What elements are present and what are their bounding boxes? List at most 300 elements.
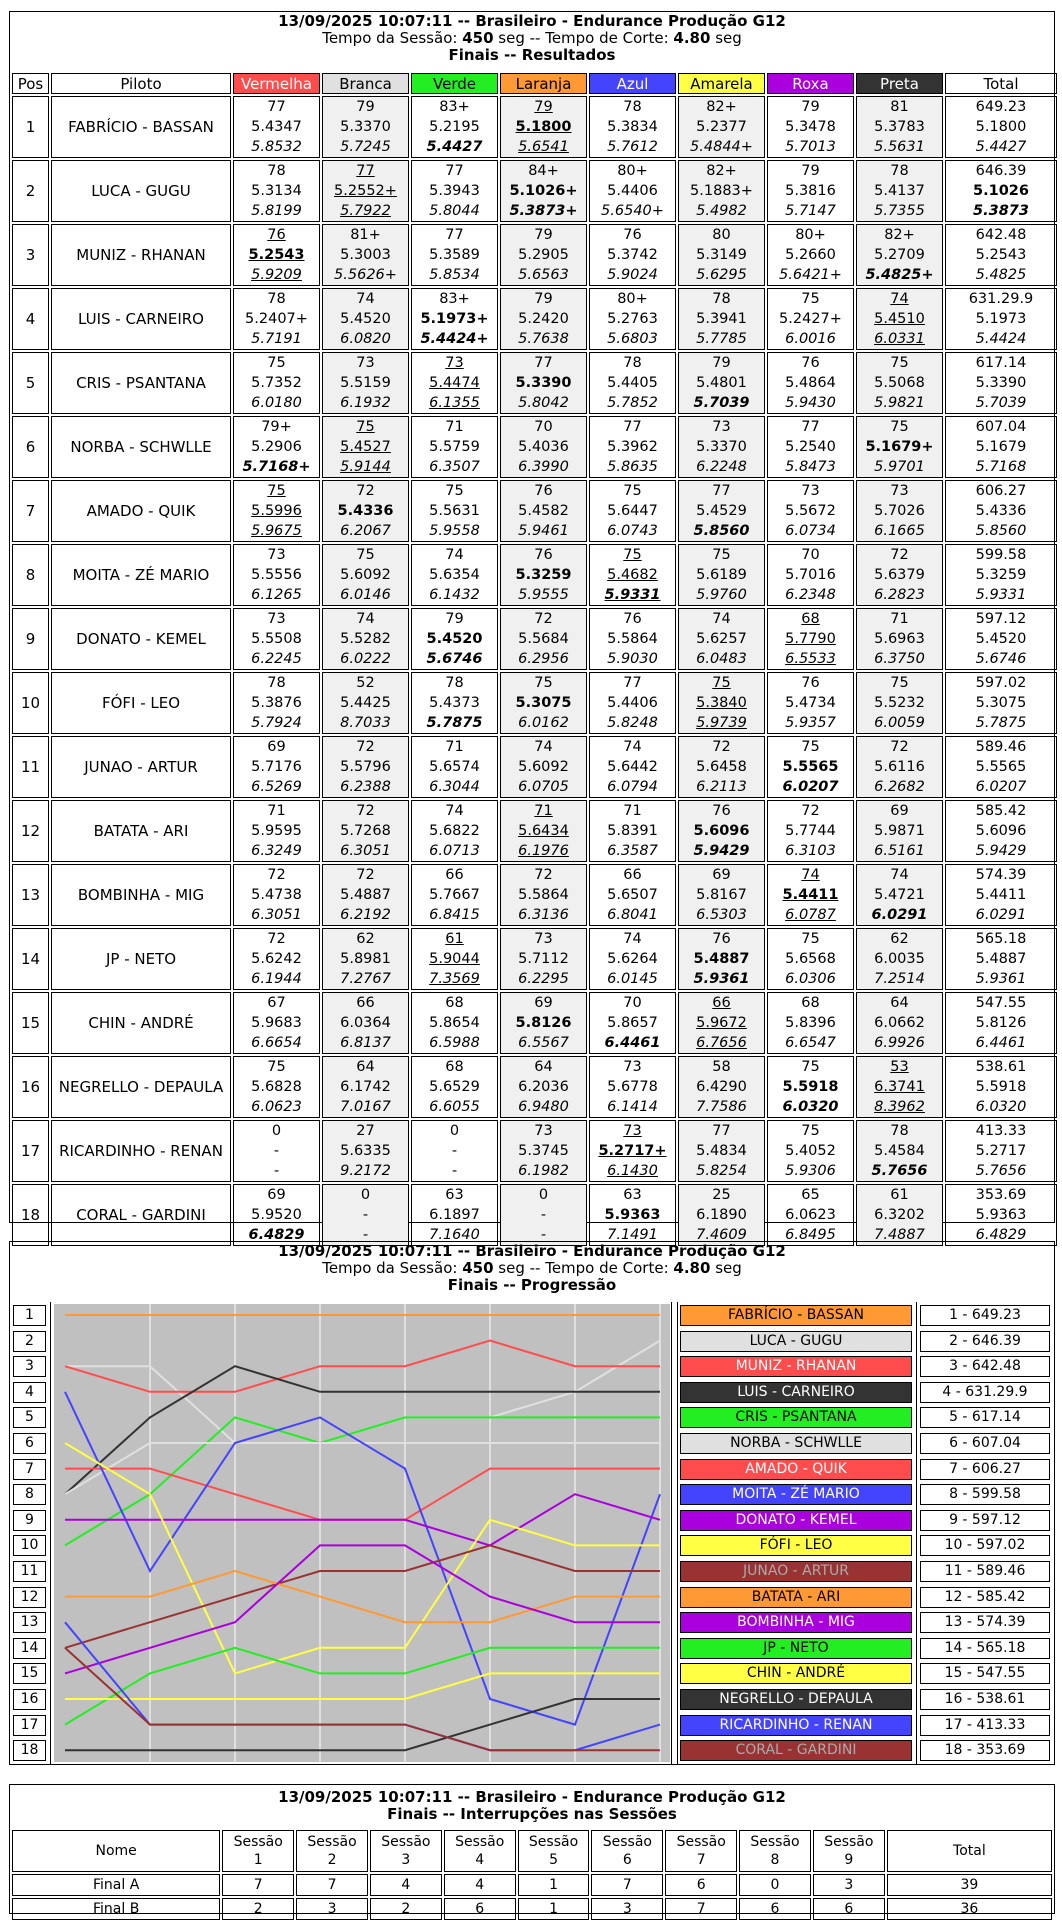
lane-cell: [500, 864, 587, 926]
legend-pilot: CRIS - PSANTANA: [680, 1407, 912, 1428]
avg-lap: 5.7168+: [242, 459, 311, 475]
avg-lap: 6.3587: [607, 843, 658, 859]
laps: 78: [712, 291, 731, 307]
best-lap: 5.5996: [251, 503, 302, 519]
laps: 81+: [350, 227, 381, 243]
lane-cell: [589, 864, 676, 926]
laps: 72: [890, 739, 909, 755]
avg-lap: 6.2067: [340, 523, 391, 539]
avg-lap: 5.8532: [251, 139, 302, 155]
best-lap: 5.6778: [607, 1079, 658, 1095]
total-laps: 606.27: [975, 483, 1027, 499]
total-laps: 547.55: [975, 995, 1027, 1011]
lane-cell: [767, 416, 854, 478]
total-laps: 617.14: [975, 355, 1027, 371]
lane-cell: [767, 1056, 854, 1118]
best-lap: 5.4738: [251, 887, 302, 903]
col-session: Sessão 4: [444, 1830, 516, 1872]
avg-lap: 5.8042: [518, 395, 569, 411]
avg-lap: 6.5533: [785, 651, 836, 667]
best-lap: 5.2377: [696, 119, 747, 135]
col-session: Sessão 5: [518, 1830, 590, 1872]
lane-cell: [856, 160, 943, 222]
best-lap: 5.7176: [251, 759, 302, 775]
row-total: [945, 1120, 1057, 1182]
lane-cell: [233, 800, 320, 862]
avg-lap: 6.0059: [874, 715, 925, 731]
row-total: [945, 992, 1057, 1054]
lane-cell: [500, 800, 587, 862]
row-pilot: JUNAO - ARTUR: [51, 736, 231, 798]
laps: 0: [449, 1123, 460, 1139]
position-number: 10: [13, 1535, 46, 1556]
avg-lap: 5.7013: [785, 139, 836, 155]
laps: 74: [623, 931, 642, 947]
laps: 83+: [439, 99, 470, 115]
lane-cell: [856, 544, 943, 606]
row-total: [945, 480, 1057, 542]
laps: 61: [445, 931, 464, 947]
avg-lap: 5.7147: [785, 203, 836, 219]
lane-cell: [856, 800, 943, 862]
lane-cell: [856, 736, 943, 798]
avg-lap: 6.8137: [340, 1035, 391, 1051]
lane-cell: [233, 544, 320, 606]
laps: 73: [712, 419, 731, 435]
lane-cell: [500, 1056, 587, 1118]
avg-lap: 6.5269: [251, 779, 302, 795]
total-avg: 5.7168: [975, 459, 1027, 475]
legend-total: 4 - 631.29.9: [920, 1382, 1050, 1403]
best-lap: 5.3478: [785, 119, 836, 135]
avg-lap: 6.3103: [785, 843, 836, 859]
legend-total: 13 - 574.39: [920, 1612, 1050, 1633]
legend-pilot: BATATA - ARI: [680, 1587, 912, 1608]
laps: 71: [267, 803, 286, 819]
avg-lap: 5.6563: [518, 267, 569, 283]
avg-lap: 6.0794: [607, 779, 658, 795]
avg-lap: 6.2348: [785, 587, 836, 603]
lane-cell: [589, 736, 676, 798]
position-number: 6: [13, 1433, 46, 1454]
best-lap: 5.3943: [429, 183, 480, 199]
best-lap: 5.2540: [785, 439, 836, 455]
result-row: [12, 416, 1057, 478]
lane-cell: [411, 992, 498, 1054]
legend-total: 7 - 606.27: [920, 1459, 1050, 1480]
lane-cell: [767, 352, 854, 414]
legend-pilot: MOITA - ZÉ MARIO: [680, 1484, 912, 1505]
laps: 74: [445, 547, 464, 563]
avg-lap: 5.9430: [785, 395, 836, 411]
total-laps: 597.12: [975, 611, 1027, 627]
legend-total: 10 - 597.02: [920, 1535, 1050, 1556]
avg-lap: 5.9821: [874, 395, 925, 411]
best-lap: 5.5556: [251, 567, 302, 583]
avg-lap: 5.8254: [696, 1163, 747, 1179]
lane-cell: [322, 928, 409, 990]
laps: 73: [267, 547, 286, 563]
best-lap: 5.2905: [518, 247, 569, 263]
laps: 75: [801, 291, 820, 307]
lane-header-2: Verde: [411, 73, 498, 94]
interruptions-subtitle: Finais -- Interrupções nas Sessões: [387, 1805, 677, 1823]
row-pilot: NORBA - SCHWLLE: [51, 416, 231, 478]
laps: 58: [712, 1059, 731, 1075]
best-lap: 5.5864: [518, 887, 569, 903]
position-number: 4: [13, 1382, 46, 1403]
progression-panel: [9, 1241, 1055, 1765]
avg-lap: 6.8041: [607, 907, 658, 923]
laps: 79+: [261, 419, 292, 435]
avg-lap: 6.0787: [785, 907, 836, 923]
laps: 80+: [617, 163, 648, 179]
total-best: 5.6096: [975, 823, 1027, 839]
lane-cell: [856, 1056, 943, 1118]
total-best: 5.1800: [975, 119, 1027, 135]
total-best: 5.4887: [975, 951, 1027, 967]
best-lap: 5.4373: [429, 695, 480, 711]
row-position: 3: [12, 224, 49, 286]
legend-total: 16 - 538.61: [920, 1689, 1050, 1710]
avg-lap: 6.1932: [340, 395, 391, 411]
laps: 79: [534, 291, 553, 307]
lane-cell: [856, 416, 943, 478]
legend-total: 14 - 565.18: [920, 1638, 1050, 1659]
avg-lap: 5.7852: [607, 395, 658, 411]
avg-lap: 6.2956: [518, 651, 569, 667]
position-number: 18: [13, 1740, 46, 1761]
avg-lap: 6.3507: [429, 459, 480, 475]
best-lap: 5.9044: [429, 951, 480, 967]
total-avg: 6.0320: [975, 1099, 1027, 1115]
laps: 0: [538, 1187, 549, 1203]
best-lap: 5.6096: [693, 823, 750, 839]
session-value: 2: [370, 1898, 442, 1920]
total-avg: 6.0207: [975, 779, 1027, 795]
avg-lap: 6.5988: [429, 1035, 480, 1051]
lane-cell: [767, 864, 854, 926]
lane-cell: [589, 1184, 676, 1246]
avg-lap: 5.8635: [607, 459, 658, 475]
result-row: [12, 1120, 1057, 1182]
total-avg: 5.7039: [975, 395, 1027, 411]
laps: 75: [712, 675, 731, 691]
best-lap: 5.3840: [696, 695, 747, 711]
best-lap: -: [362, 1207, 369, 1223]
lane-cell: [500, 992, 587, 1054]
best-lap: 5.7352: [251, 375, 302, 391]
avg-lap: 6.0705: [518, 779, 569, 795]
laps: 79: [801, 99, 820, 115]
row-position: 10: [12, 672, 49, 734]
laps: 78: [267, 675, 286, 691]
laps: 83+: [439, 291, 470, 307]
avg-lap: 5.9361: [693, 971, 750, 987]
laps: 66: [712, 995, 731, 1011]
laps: 63: [445, 1187, 464, 1203]
best-lap: 5.5282: [340, 631, 391, 647]
avg-lap: 5.9357: [785, 715, 836, 731]
total-laps: 585.42: [975, 803, 1027, 819]
row-pilot: MOITA - ZÉ MARIO: [51, 544, 231, 606]
legend-total: 17 - 413.33: [920, 1715, 1050, 1736]
row-total: [945, 1056, 1057, 1118]
laps: 72: [356, 803, 375, 819]
avg-lap: 6.0743: [607, 523, 658, 539]
legend-pilot: DONATO - KEMEL: [680, 1510, 912, 1531]
lane-cell: [767, 608, 854, 670]
lane-cell: [411, 288, 498, 350]
laps: 70: [623, 995, 642, 1011]
lane-cell: [411, 864, 498, 926]
best-lap: 6.3202: [874, 1207, 925, 1223]
lane-cell: [500, 608, 587, 670]
lane-cell: [500, 96, 587, 158]
final-total: 39: [887, 1874, 1052, 1896]
position-number: 12: [13, 1587, 46, 1608]
best-lap: 5.6529: [429, 1079, 480, 1095]
avg-lap: 5.6746: [426, 651, 483, 667]
laps: 79: [356, 99, 375, 115]
lane-cell: [322, 864, 409, 926]
total-best: 5.3390: [975, 375, 1027, 391]
lane-cell: [856, 480, 943, 542]
lane-header-6: Roxa: [767, 73, 854, 94]
final-total: 36: [887, 1898, 1052, 1920]
laps: 77: [712, 1123, 731, 1139]
laps: 77: [534, 355, 553, 371]
session-value: 7: [222, 1874, 294, 1896]
row-position: 2: [12, 160, 49, 222]
best-lap: 6.1742: [340, 1079, 391, 1095]
best-lap: 6.3741: [874, 1079, 925, 1095]
best-lap: 5.4584: [874, 1143, 925, 1159]
best-lap: -: [273, 1143, 280, 1159]
total-avg: 5.9429: [975, 843, 1027, 859]
best-lap: 5.2420: [518, 311, 569, 327]
laps: 75: [445, 483, 464, 499]
best-lap: 5.2427+: [779, 311, 842, 327]
session-value: 6: [665, 1874, 737, 1896]
laps: 75: [267, 1059, 286, 1075]
best-lap: 5.4425: [340, 695, 391, 711]
lane-cell: [589, 96, 676, 158]
lane-cell: [589, 608, 676, 670]
total-avg: 6.4829: [975, 1227, 1027, 1243]
best-lap: 5.2763: [607, 311, 658, 327]
session-value: 4: [444, 1874, 516, 1896]
legend-pilot: FABRÍCIO - BASSAN: [680, 1305, 912, 1326]
best-lap: 6.0364: [340, 1015, 391, 1031]
laps: 82+: [706, 163, 737, 179]
best-lap: 5.1026+: [509, 183, 578, 199]
laps: 79: [445, 611, 464, 627]
best-lap: 5.5759: [429, 439, 480, 455]
position-number: 13: [13, 1612, 46, 1633]
laps: 62: [890, 931, 909, 947]
lane-cell: [856, 928, 943, 990]
best-lap: 5.1973+: [420, 311, 489, 327]
laps: 72: [534, 867, 553, 883]
avg-lap: 6.0483: [696, 651, 747, 667]
best-lap: 5.4864: [785, 375, 836, 391]
laps: 80+: [795, 227, 826, 243]
avg-lap: 5.5631: [874, 139, 925, 155]
lane-cell: [500, 480, 587, 542]
best-lap: 5.4405: [607, 375, 658, 391]
avg-lap: 6.2823: [874, 587, 925, 603]
laps: 75: [267, 355, 286, 371]
avg-lap: 7.4609: [696, 1227, 747, 1243]
best-lap: 5.6507: [607, 887, 658, 903]
lane-cell: [856, 992, 943, 1054]
avg-lap: 5.7039: [693, 395, 750, 411]
lane-cell: [322, 416, 409, 478]
avg-lap: 6.3990: [518, 459, 569, 475]
best-lap: 5.7016: [785, 567, 836, 583]
laps: 75: [356, 419, 375, 435]
total-avg: 6.0291: [975, 907, 1027, 923]
results-title: 13/09/2025 10:07:11 -- Brasileiro - Endurance Produção G12: [278, 12, 786, 30]
col-session: Sessão 7: [665, 1830, 737, 1872]
laps: 63: [623, 1187, 642, 1203]
result-row: [12, 864, 1057, 926]
best-lap: 5.2195: [429, 119, 480, 135]
laps: 71: [445, 419, 464, 435]
row-pilot: CRIS - PSANTANA: [51, 352, 231, 414]
laps: 73: [890, 483, 909, 499]
avg-lap: 6.0306: [785, 971, 836, 987]
laps: 71: [623, 803, 642, 819]
lane-header-3: Laranja: [500, 73, 587, 94]
row-position: 15: [12, 992, 49, 1054]
laps: 75: [534, 675, 553, 691]
avg-lap: 6.0145: [607, 971, 658, 987]
lane-cell: [500, 224, 587, 286]
best-lap: 5.3783: [874, 119, 925, 135]
results-header-row: [12, 73, 1057, 94]
avg-lap: 5.4982: [696, 203, 747, 219]
laps: 69: [890, 803, 909, 819]
laps: 72: [890, 547, 909, 563]
legend-total: 2 - 646.39: [920, 1331, 1050, 1352]
avg-lap: 6.5303: [696, 907, 747, 923]
avg-lap: 6.2388: [340, 779, 391, 795]
avg-lap: 5.7245: [340, 139, 391, 155]
best-lap: 5.5565: [782, 759, 839, 775]
laps: 72: [801, 803, 820, 819]
laps: 72: [356, 867, 375, 883]
session-value: 1: [518, 1874, 590, 1896]
best-lap: 5.5068: [874, 375, 925, 391]
total-avg: 5.4825: [975, 267, 1027, 283]
best-lap: 6.4290: [696, 1079, 747, 1095]
laps: 53: [890, 1059, 909, 1075]
best-lap: 5.6963: [874, 631, 925, 647]
laps: 77: [445, 163, 464, 179]
progression-header: [10, 1242, 1054, 1294]
position-number: 2: [13, 1331, 46, 1352]
legend-total: 3 - 642.48: [920, 1356, 1050, 1377]
lane-cell: [856, 608, 943, 670]
best-lap: 5.8167: [696, 887, 747, 903]
best-lap: 5.9363: [604, 1207, 661, 1223]
avg-lap: 6.0734: [785, 523, 836, 539]
total-best: 5.2717: [975, 1143, 1027, 1159]
avg-lap: 5.9558: [429, 523, 480, 539]
best-lap: 5.4529: [696, 503, 747, 519]
avg-lap: 6.0162: [518, 715, 569, 731]
avg-lap: 7.4887: [874, 1227, 925, 1243]
col-total: Total: [945, 73, 1057, 94]
best-lap: 5.4036: [518, 439, 569, 455]
avg-lap: 5.7355: [874, 203, 925, 219]
laps: 76: [712, 803, 731, 819]
final-name: Final A: [12, 1874, 220, 1896]
laps: 70: [801, 547, 820, 563]
laps: 73: [356, 355, 375, 371]
laps: 68: [801, 611, 820, 627]
lane-cell: [767, 992, 854, 1054]
best-lap: 5.6442: [607, 759, 658, 775]
best-lap: 5.2717+: [598, 1143, 667, 1159]
avg-lap: 6.1355: [429, 395, 480, 411]
session-value: 3: [813, 1874, 885, 1896]
lane-cell: [322, 672, 409, 734]
laps: 76: [623, 227, 642, 243]
laps: 75: [890, 419, 909, 435]
avg-lap: 7.2514: [874, 971, 925, 987]
row-pilot: LUCA - GUGU: [51, 160, 231, 222]
best-lap: 6.0035: [874, 951, 925, 967]
best-lap: 5.9595: [251, 823, 302, 839]
legend-pilot: MUNIZ - RHANAN: [680, 1356, 912, 1377]
lane-cell: [411, 672, 498, 734]
laps: 72: [356, 739, 375, 755]
lane-cell: [678, 736, 765, 798]
best-lap: 5.6335: [340, 1143, 391, 1159]
best-lap: 5.3149: [696, 247, 747, 263]
avg-lap: 5.9429: [693, 843, 750, 859]
avg-lap: 6.0713: [429, 843, 480, 859]
row-pilot: MUNIZ - RHANAN: [51, 224, 231, 286]
lane-header-4: Azul: [589, 73, 676, 94]
result-row: [12, 352, 1057, 414]
lane-cell: [678, 288, 765, 350]
lane-cell: [411, 224, 498, 286]
lane-cell: [767, 160, 854, 222]
results-table: [10, 71, 1059, 1248]
laps: 74: [623, 739, 642, 755]
best-lap: 5.5631: [429, 503, 480, 519]
laps: 25: [712, 1187, 731, 1203]
best-lap: 5.4734: [785, 695, 836, 711]
total-laps: 646.39: [975, 163, 1027, 179]
laps: 66: [623, 867, 642, 883]
laps: 78: [623, 99, 642, 115]
avg-lap: 5.4825+: [865, 267, 934, 283]
col-session: Sessão 6: [591, 1830, 663, 1872]
laps: 74: [801, 867, 820, 883]
best-lap: 5.3589: [429, 247, 480, 263]
lane-cell: [500, 288, 587, 350]
lane-cell: [856, 224, 943, 286]
interruptions-panel: [9, 1784, 1055, 1917]
result-row: [12, 96, 1057, 158]
best-lap: 5.7268: [340, 823, 391, 839]
lane-cell: [322, 224, 409, 286]
